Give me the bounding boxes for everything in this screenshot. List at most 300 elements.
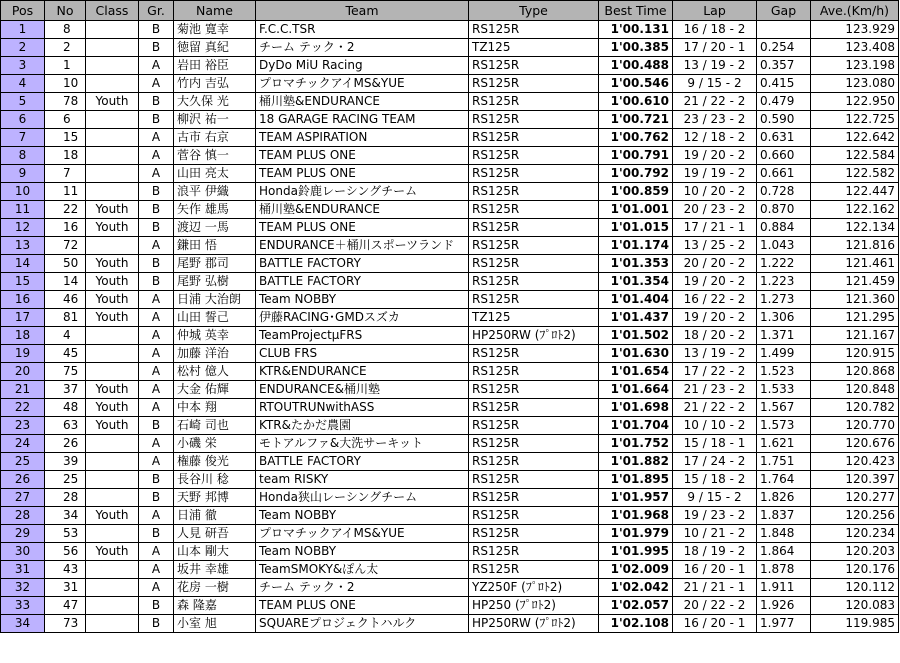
rider-name-cell: 鎌田 悟 — [174, 237, 256, 255]
header-type: Type — [469, 1, 599, 21]
gap-cell: 0.631 — [757, 129, 811, 147]
average-speed-cell: 120.676 — [811, 435, 899, 453]
table-row — [1, 327, 899, 345]
position-cell: 25 — [1, 453, 45, 471]
average-speed-cell: 120.176 — [811, 561, 899, 579]
average-speed-cell: 123.408 — [811, 39, 899, 57]
machine-type-cell: RS125R — [469, 57, 599, 75]
team-cell: RTOUTRUNwithASS — [256, 399, 469, 417]
lap-cell: 16 / 20 - 1 — [673, 615, 757, 633]
class-cell — [86, 57, 139, 75]
table-row — [1, 345, 899, 363]
group-cell: A — [139, 381, 174, 399]
group-cell: B — [139, 39, 174, 57]
team-cell: ENDURANCE&桶川塾 — [256, 381, 469, 399]
class-cell: Youth — [86, 309, 139, 327]
best-time-cell: 1'00.762 — [599, 129, 673, 147]
machine-type-cell: RS125R — [469, 489, 599, 507]
average-speed-cell: 120.234 — [811, 525, 899, 543]
group-cell: B — [139, 219, 174, 237]
number-cell: 26 — [45, 435, 86, 453]
team-cell: BATTLE FACTORY — [256, 453, 469, 471]
team-cell: DyDo MiU Racing — [256, 57, 469, 75]
best-time-cell: 1'02.009 — [599, 561, 673, 579]
position-cell: 10 — [1, 183, 45, 201]
machine-type-cell: RS125R — [469, 219, 599, 237]
best-time-cell: 1'00.859 — [599, 183, 673, 201]
machine-type-cell: TZ125 — [469, 39, 599, 57]
table-row — [1, 147, 899, 165]
gap-cell: 1.621 — [757, 435, 811, 453]
machine-type-cell: RS125R — [469, 345, 599, 363]
group-cell: A — [139, 57, 174, 75]
best-time-cell: 1'01.664 — [599, 381, 673, 399]
table-row — [1, 111, 899, 129]
group-cell: A — [139, 309, 174, 327]
table-row — [1, 39, 899, 57]
team-cell: TEAM PLUS ONE — [256, 219, 469, 237]
rider-name-cell: 仲城 英幸 — [174, 327, 256, 345]
best-time-cell: 1'00.385 — [599, 39, 673, 57]
header-ave: Ave.(Km/h) — [811, 1, 899, 21]
table-row — [1, 579, 899, 597]
class-cell — [86, 615, 139, 633]
machine-type-cell: RS125R — [469, 453, 599, 471]
class-cell — [86, 525, 139, 543]
position-cell: 12 — [1, 219, 45, 237]
class-cell: Youth — [86, 507, 139, 525]
number-cell: 2 — [45, 39, 86, 57]
class-cell — [86, 129, 139, 147]
rider-name-cell: 尾野 郡司 — [174, 255, 256, 273]
lap-cell: 18 / 20 - 2 — [673, 327, 757, 345]
best-time-cell: 1'01.882 — [599, 453, 673, 471]
class-cell — [86, 453, 139, 471]
machine-type-cell: RS125R — [469, 147, 599, 165]
class-cell — [86, 471, 139, 489]
average-speed-cell: 120.915 — [811, 345, 899, 363]
position-cell: 33 — [1, 597, 45, 615]
team-cell: TeamProjectμFRS — [256, 327, 469, 345]
best-time-cell: 1'01.957 — [599, 489, 673, 507]
table-row — [1, 273, 899, 291]
team-cell: モトアルファ&大洗サーキット — [256, 435, 469, 453]
table-row — [1, 597, 899, 615]
average-speed-cell: 120.868 — [811, 363, 899, 381]
group-cell: A — [139, 345, 174, 363]
number-cell: 22 — [45, 201, 86, 219]
position-cell: 27 — [1, 489, 45, 507]
average-speed-cell: 120.112 — [811, 579, 899, 597]
number-cell: 34 — [45, 507, 86, 525]
machine-type-cell: HP250RW (ﾌﾟﾛﾄ2) — [469, 615, 599, 633]
rider-name-cell: 渡辺 一馬 — [174, 219, 256, 237]
number-cell: 4 — [45, 327, 86, 345]
machine-type-cell: RS125R — [469, 399, 599, 417]
group-cell: A — [139, 363, 174, 381]
machine-type-cell: HP250RW (ﾌﾟﾛﾄ2) — [469, 327, 599, 345]
lap-cell: 20 / 23 - 2 — [673, 201, 757, 219]
team-cell: KTR&ENDURANCE — [256, 363, 469, 381]
table-header — [1, 1, 899, 21]
position-cell: 24 — [1, 435, 45, 453]
table-row — [1, 21, 899, 39]
best-time-cell: 1'01.353 — [599, 255, 673, 273]
team-cell: チーム テック・2 — [256, 39, 469, 57]
best-time-cell: 1'02.042 — [599, 579, 673, 597]
table-row — [1, 435, 899, 453]
best-time-cell: 1'01.968 — [599, 507, 673, 525]
lap-cell: 18 / 19 - 2 — [673, 543, 757, 561]
position-cell: 1 — [1, 21, 45, 39]
machine-type-cell: RS125R — [469, 183, 599, 201]
rider-name-cell: 小室 旭 — [174, 615, 256, 633]
best-time-cell: 1'00.488 — [599, 57, 673, 75]
gap-cell: 1.864 — [757, 543, 811, 561]
lap-cell: 19 / 20 - 2 — [673, 309, 757, 327]
class-cell: Youth — [86, 255, 139, 273]
table-row — [1, 561, 899, 579]
lap-cell: 21 / 22 - 2 — [673, 93, 757, 111]
best-time-cell: 1'01.654 — [599, 363, 673, 381]
class-cell: Youth — [86, 93, 139, 111]
lap-cell: 23 / 23 - 2 — [673, 111, 757, 129]
position-cell: 8 — [1, 147, 45, 165]
class-cell: Youth — [86, 381, 139, 399]
best-time-cell: 1'00.131 — [599, 21, 673, 39]
lap-cell: 20 / 20 - 2 — [673, 255, 757, 273]
position-cell: 7 — [1, 129, 45, 147]
lap-cell: 9 / 15 - 2 — [673, 489, 757, 507]
header-no: No — [45, 1, 86, 21]
position-cell: 2 — [1, 39, 45, 57]
gap-cell: 1.306 — [757, 309, 811, 327]
average-speed-cell: 122.584 — [811, 147, 899, 165]
position-cell: 18 — [1, 327, 45, 345]
average-speed-cell: 122.134 — [811, 219, 899, 237]
group-cell: B — [139, 21, 174, 39]
header-row — [1, 1, 899, 21]
rider-name-cell: 石崎 司也 — [174, 417, 256, 435]
rider-name-cell: 加藤 洋治 — [174, 345, 256, 363]
number-cell: 45 — [45, 345, 86, 363]
lap-cell: 16 / 20 - 1 — [673, 561, 757, 579]
team-cell: TEAM ASPIRATION — [256, 129, 469, 147]
table-row — [1, 381, 899, 399]
number-cell: 1 — [45, 57, 86, 75]
position-cell: 17 — [1, 309, 45, 327]
group-cell: A — [139, 579, 174, 597]
group-cell: A — [139, 129, 174, 147]
position-cell: 26 — [1, 471, 45, 489]
lap-cell: 16 / 22 - 2 — [673, 291, 757, 309]
rider-name-cell: 菊池 寛幸 — [174, 21, 256, 39]
class-cell — [86, 489, 139, 507]
gap-cell: 1.567 — [757, 399, 811, 417]
rider-name-cell: 中本 翔 — [174, 399, 256, 417]
average-speed-cell: 120.782 — [811, 399, 899, 417]
gap-cell: 1.977 — [757, 615, 811, 633]
class-cell — [86, 147, 139, 165]
position-cell: 19 — [1, 345, 45, 363]
gap-cell: 0.415 — [757, 75, 811, 93]
team-cell: 伊藤RACING･GMDスズカ — [256, 309, 469, 327]
lap-cell: 17 / 20 - 1 — [673, 39, 757, 57]
header-team: Team — [256, 1, 469, 21]
gap-cell: 0.870 — [757, 201, 811, 219]
number-cell: 6 — [45, 111, 86, 129]
team-cell: Team NOBBY — [256, 543, 469, 561]
header-name: Name — [174, 1, 256, 21]
table-row — [1, 255, 899, 273]
rider-name-cell: 岩田 裕臣 — [174, 57, 256, 75]
number-cell: 50 — [45, 255, 86, 273]
table-row — [1, 219, 899, 237]
average-speed-cell: 119.985 — [811, 615, 899, 633]
best-time-cell: 1'00.546 — [599, 75, 673, 93]
class-cell — [86, 327, 139, 345]
table-row — [1, 129, 899, 147]
team-cell: TEAM PLUS ONE — [256, 597, 469, 615]
best-time-cell: 1'01.437 — [599, 309, 673, 327]
team-cell: Team NOBBY — [256, 291, 469, 309]
class-cell — [86, 39, 139, 57]
gap-cell: 1.878 — [757, 561, 811, 579]
team-cell: BATTLE FACTORY — [256, 255, 469, 273]
machine-type-cell: RS125R — [469, 75, 599, 93]
number-cell: 10 — [45, 75, 86, 93]
group-cell: B — [139, 471, 174, 489]
position-cell: 13 — [1, 237, 45, 255]
lap-cell: 20 / 22 - 2 — [673, 597, 757, 615]
position-cell: 5 — [1, 93, 45, 111]
number-cell: 18 — [45, 147, 86, 165]
position-cell: 6 — [1, 111, 45, 129]
average-speed-cell: 121.461 — [811, 255, 899, 273]
machine-type-cell: RS125R — [469, 237, 599, 255]
group-cell: A — [139, 165, 174, 183]
table-row — [1, 93, 899, 111]
gap-cell: 1.926 — [757, 597, 811, 615]
average-speed-cell: 122.950 — [811, 93, 899, 111]
team-cell: ENDURANCE＋桶川スポーツランド — [256, 237, 469, 255]
lap-cell: 16 / 18 - 2 — [673, 21, 757, 39]
gap-cell: 1.911 — [757, 579, 811, 597]
group-cell: A — [139, 75, 174, 93]
average-speed-cell: 122.582 — [811, 165, 899, 183]
machine-type-cell: RS125R — [469, 165, 599, 183]
best-time-cell: 1'01.174 — [599, 237, 673, 255]
gap-cell: 1.499 — [757, 345, 811, 363]
machine-type-cell: RS125R — [469, 255, 599, 273]
lap-cell: 17 / 24 - 2 — [673, 453, 757, 471]
table-row — [1, 291, 899, 309]
team-cell: プロマチックアイMS&YUE — [256, 525, 469, 543]
class-cell — [86, 597, 139, 615]
lap-cell: 13 / 25 - 2 — [673, 237, 757, 255]
machine-type-cell: RS125R — [469, 129, 599, 147]
lap-cell: 17 / 22 - 2 — [673, 363, 757, 381]
header-class: Class — [86, 1, 139, 21]
group-cell: B — [139, 255, 174, 273]
position-cell: 34 — [1, 615, 45, 633]
rider-name-cell: 人見 研吾 — [174, 525, 256, 543]
gap-cell: 0.728 — [757, 183, 811, 201]
table-row — [1, 237, 899, 255]
group-cell: B — [139, 615, 174, 633]
machine-type-cell: RS125R — [469, 561, 599, 579]
gap-cell: 1.837 — [757, 507, 811, 525]
class-cell — [86, 75, 139, 93]
rider-name-cell: 権藤 俊光 — [174, 453, 256, 471]
gap-cell: 1.533 — [757, 381, 811, 399]
lap-cell: 15 / 18 - 2 — [673, 471, 757, 489]
table-row — [1, 453, 899, 471]
team-cell: SQUAREプロジェクトハルク — [256, 615, 469, 633]
class-cell — [86, 237, 139, 255]
class-cell — [86, 579, 139, 597]
rider-name-cell: 柳沢 祐一 — [174, 111, 256, 129]
position-cell: 21 — [1, 381, 45, 399]
table-row — [1, 165, 899, 183]
number-cell: 31 — [45, 579, 86, 597]
average-speed-cell: 122.642 — [811, 129, 899, 147]
lap-cell: 19 / 20 - 2 — [673, 273, 757, 291]
rider-name-cell: 山田 誓己 — [174, 309, 256, 327]
rider-name-cell: 山本 剛大 — [174, 543, 256, 561]
average-speed-cell: 121.360 — [811, 291, 899, 309]
table-row — [1, 363, 899, 381]
group-cell: A — [139, 147, 174, 165]
gap-cell: 0.590 — [757, 111, 811, 129]
machine-type-cell: YZ250F (ﾌﾟﾛﾄ2) — [469, 579, 599, 597]
table-row — [1, 183, 899, 201]
header-pos: Pos — [1, 1, 45, 21]
machine-type-cell: TZ125 — [469, 309, 599, 327]
number-cell: 47 — [45, 597, 86, 615]
position-cell: 31 — [1, 561, 45, 579]
team-cell: プロマチックアイMS&YUE — [256, 75, 469, 93]
lap-cell: 19 / 19 - 2 — [673, 165, 757, 183]
group-cell: B — [139, 201, 174, 219]
lap-cell: 15 / 18 - 1 — [673, 435, 757, 453]
gap-cell: 1.573 — [757, 417, 811, 435]
lap-cell: 21 / 21 - 1 — [673, 579, 757, 597]
number-cell: 14 — [45, 273, 86, 291]
lap-cell: 19 / 23 - 2 — [673, 507, 757, 525]
gap-cell: 0.661 — [757, 165, 811, 183]
number-cell: 72 — [45, 237, 86, 255]
class-cell — [86, 363, 139, 381]
average-speed-cell: 121.816 — [811, 237, 899, 255]
position-cell: 22 — [1, 399, 45, 417]
class-cell: Youth — [86, 399, 139, 417]
best-time-cell: 1'00.791 — [599, 147, 673, 165]
header-best-time: Best Time — [599, 1, 673, 21]
machine-type-cell: RS125R — [469, 543, 599, 561]
machine-type-cell: RS125R — [469, 291, 599, 309]
number-cell: 28 — [45, 489, 86, 507]
number-cell: 39 — [45, 453, 86, 471]
number-cell: 56 — [45, 543, 86, 561]
gap-cell: 0.884 — [757, 219, 811, 237]
class-cell: Youth — [86, 273, 139, 291]
average-speed-cell: 122.447 — [811, 183, 899, 201]
class-cell — [86, 165, 139, 183]
lap-cell: 21 / 22 - 2 — [673, 399, 757, 417]
table-row — [1, 489, 899, 507]
gap-cell: 1.826 — [757, 489, 811, 507]
best-time-cell: 1'01.404 — [599, 291, 673, 309]
number-cell: 63 — [45, 417, 86, 435]
best-time-cell: 1'01.752 — [599, 435, 673, 453]
rider-name-cell: 天野 邦博 — [174, 489, 256, 507]
lap-cell: 9 / 15 - 2 — [673, 75, 757, 93]
team-cell: Team NOBBY — [256, 507, 469, 525]
best-time-cell: 1'01.979 — [599, 525, 673, 543]
number-cell: 11 — [45, 183, 86, 201]
team-cell: チーム テック・2 — [256, 579, 469, 597]
number-cell: 25 — [45, 471, 86, 489]
rider-name-cell: 日浦 徹 — [174, 507, 256, 525]
group-cell: B — [139, 183, 174, 201]
average-speed-cell: 122.162 — [811, 201, 899, 219]
class-cell — [86, 111, 139, 129]
gap-cell: 1.371 — [757, 327, 811, 345]
team-cell: KTR&たかだ農園 — [256, 417, 469, 435]
group-cell: A — [139, 327, 174, 345]
gap-cell: 1.222 — [757, 255, 811, 273]
position-cell: 32 — [1, 579, 45, 597]
class-cell — [86, 561, 139, 579]
rider-name-cell: 大金 佑輝 — [174, 381, 256, 399]
number-cell: 81 — [45, 309, 86, 327]
position-cell: 29 — [1, 525, 45, 543]
group-cell: B — [139, 525, 174, 543]
lap-cell: 10 / 20 - 2 — [673, 183, 757, 201]
rider-name-cell: 花房 一樹 — [174, 579, 256, 597]
rider-name-cell: 長谷川 稔 — [174, 471, 256, 489]
table-row — [1, 615, 899, 633]
rider-name-cell: 尾野 弘樹 — [174, 273, 256, 291]
rider-name-cell: 徳留 真紀 — [174, 39, 256, 57]
team-cell: CLUB FRS — [256, 345, 469, 363]
position-cell: 30 — [1, 543, 45, 561]
team-cell: BATTLE FACTORY — [256, 273, 469, 291]
team-cell: F.C.C.TSR — [256, 21, 469, 39]
group-cell: A — [139, 543, 174, 561]
table-row — [1, 201, 899, 219]
machine-type-cell: RS125R — [469, 507, 599, 525]
group-cell: A — [139, 453, 174, 471]
lap-cell: 19 / 20 - 2 — [673, 147, 757, 165]
class-cell — [86, 183, 139, 201]
class-cell — [86, 21, 139, 39]
position-cell: 28 — [1, 507, 45, 525]
best-time-cell: 1'02.108 — [599, 615, 673, 633]
table-row — [1, 507, 899, 525]
class-cell: Youth — [86, 201, 139, 219]
average-speed-cell: 120.848 — [811, 381, 899, 399]
average-speed-cell: 120.397 — [811, 471, 899, 489]
machine-type-cell: RS125R — [469, 201, 599, 219]
number-cell: 75 — [45, 363, 86, 381]
group-cell: B — [139, 111, 174, 129]
team-cell: TeamSMOKY&ぽん太 — [256, 561, 469, 579]
team-cell: 桶川塾&ENDURANCE — [256, 201, 469, 219]
position-cell: 4 — [1, 75, 45, 93]
average-speed-cell: 122.725 — [811, 111, 899, 129]
